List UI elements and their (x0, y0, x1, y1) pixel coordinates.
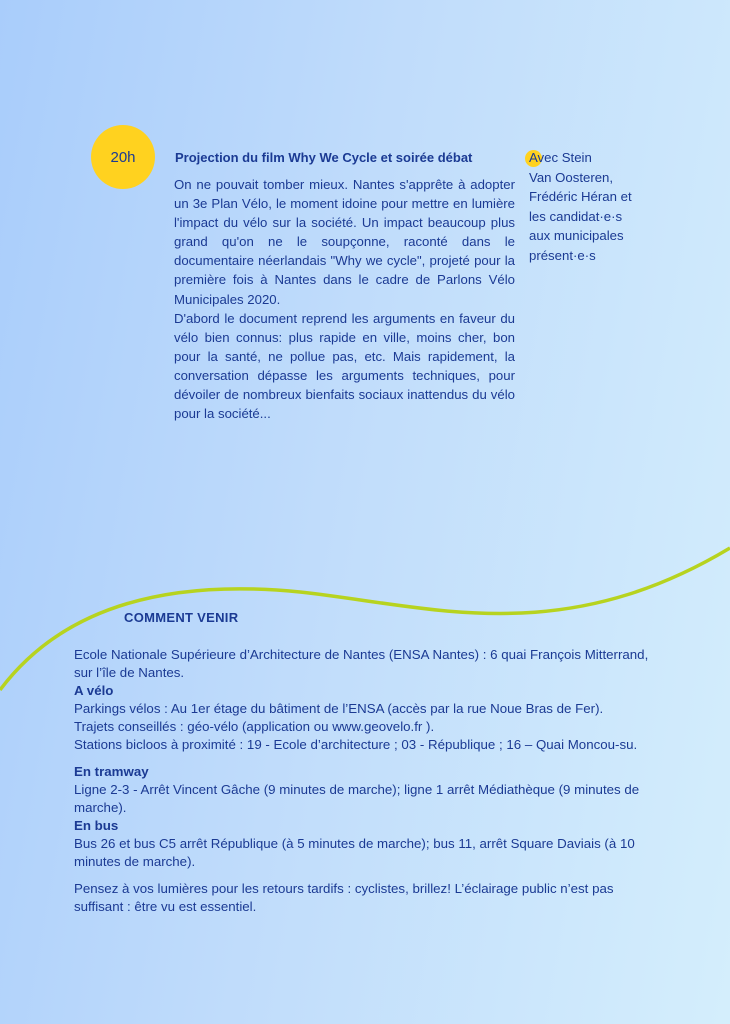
bike-parking: Parkings vélos : Au 1er étage du bâtiment de l’ENSA (accès par la rue Noue Bras de Fer). (74, 701, 604, 716)
event-title: Projection du film Why We Cycle et soirée débat (175, 150, 473, 165)
bike-stations: Stations bicloos à proximité : 19 - Ecole d’architecture ; 03 - République ; 16 – Quai Moncou-su. (74, 737, 638, 752)
access-info (74, 646, 664, 916)
description-paragraph-2: D'abord le document reprend les arguments en faveur du vélo bien connus: plus rapide en ville, moins cher, bon pour la santé, ne pollue pas, etc. Mais rapidement, la conversation dépasse les arguments techniques, pour dévoiler de nombreux bienfaits sociaux inattendus du vélo pour la société... (174, 310, 515, 422)
venue-address: Ecole Nationale Supérieure d’Architecture de Nantes (ENSA Nantes) : 6 quai François Mitterrand, sur l’île de Nantes. (74, 647, 649, 680)
bus-heading: En bus (74, 818, 119, 833)
bus-info: Bus 26 et bus C5 arrêt République (à 5 minutes de marche); bus 11, arrêt Square Daviais (à 10 minutes de marche). (74, 836, 635, 869)
lights-note: Pensez à vos lumières pour les retours tardifs : cyclistes, brillez! L’éclairage public n’est pas suffisant : être vu est essentiel. (74, 881, 614, 914)
tram-heading: En tramway (74, 764, 149, 779)
event-guests: Avec Stein Van Oosteren, Frédéric Héran et les candidat·e·s aux municipales présent·e·s (529, 150, 632, 263)
section-title: COMMENT VENIR (124, 610, 239, 625)
tram-info: Ligne 2-3 - Arrêt Vincent Gâche (9 minutes de marche); ligne 1 arrêt Médiathèque (9 minutes de marche). (74, 782, 640, 815)
bike-routes: Trajets conseillés : géo-vélo (application ou www.geovelo.fr ). (74, 719, 435, 734)
time-badge (91, 125, 155, 189)
event-description (174, 175, 515, 423)
bike-heading: A vélo (74, 683, 114, 698)
description-paragraph-1: On ne pouvait tomber mieux. Nantes s'apprête à adopter un 3e Plan Vélo, le moment idoine pour mettre en lumière l'impact du vélo sur la société. Un impact beaucoup plus grand qu'on ne le soupçonne, raconté dans le documentaire néerlandais "Why we cycle", projeté pour la première fois à Nantes dans le cadre de Parlons Vélo Municipales 2020. (174, 177, 515, 307)
event-time: 20h (110, 148, 136, 166)
